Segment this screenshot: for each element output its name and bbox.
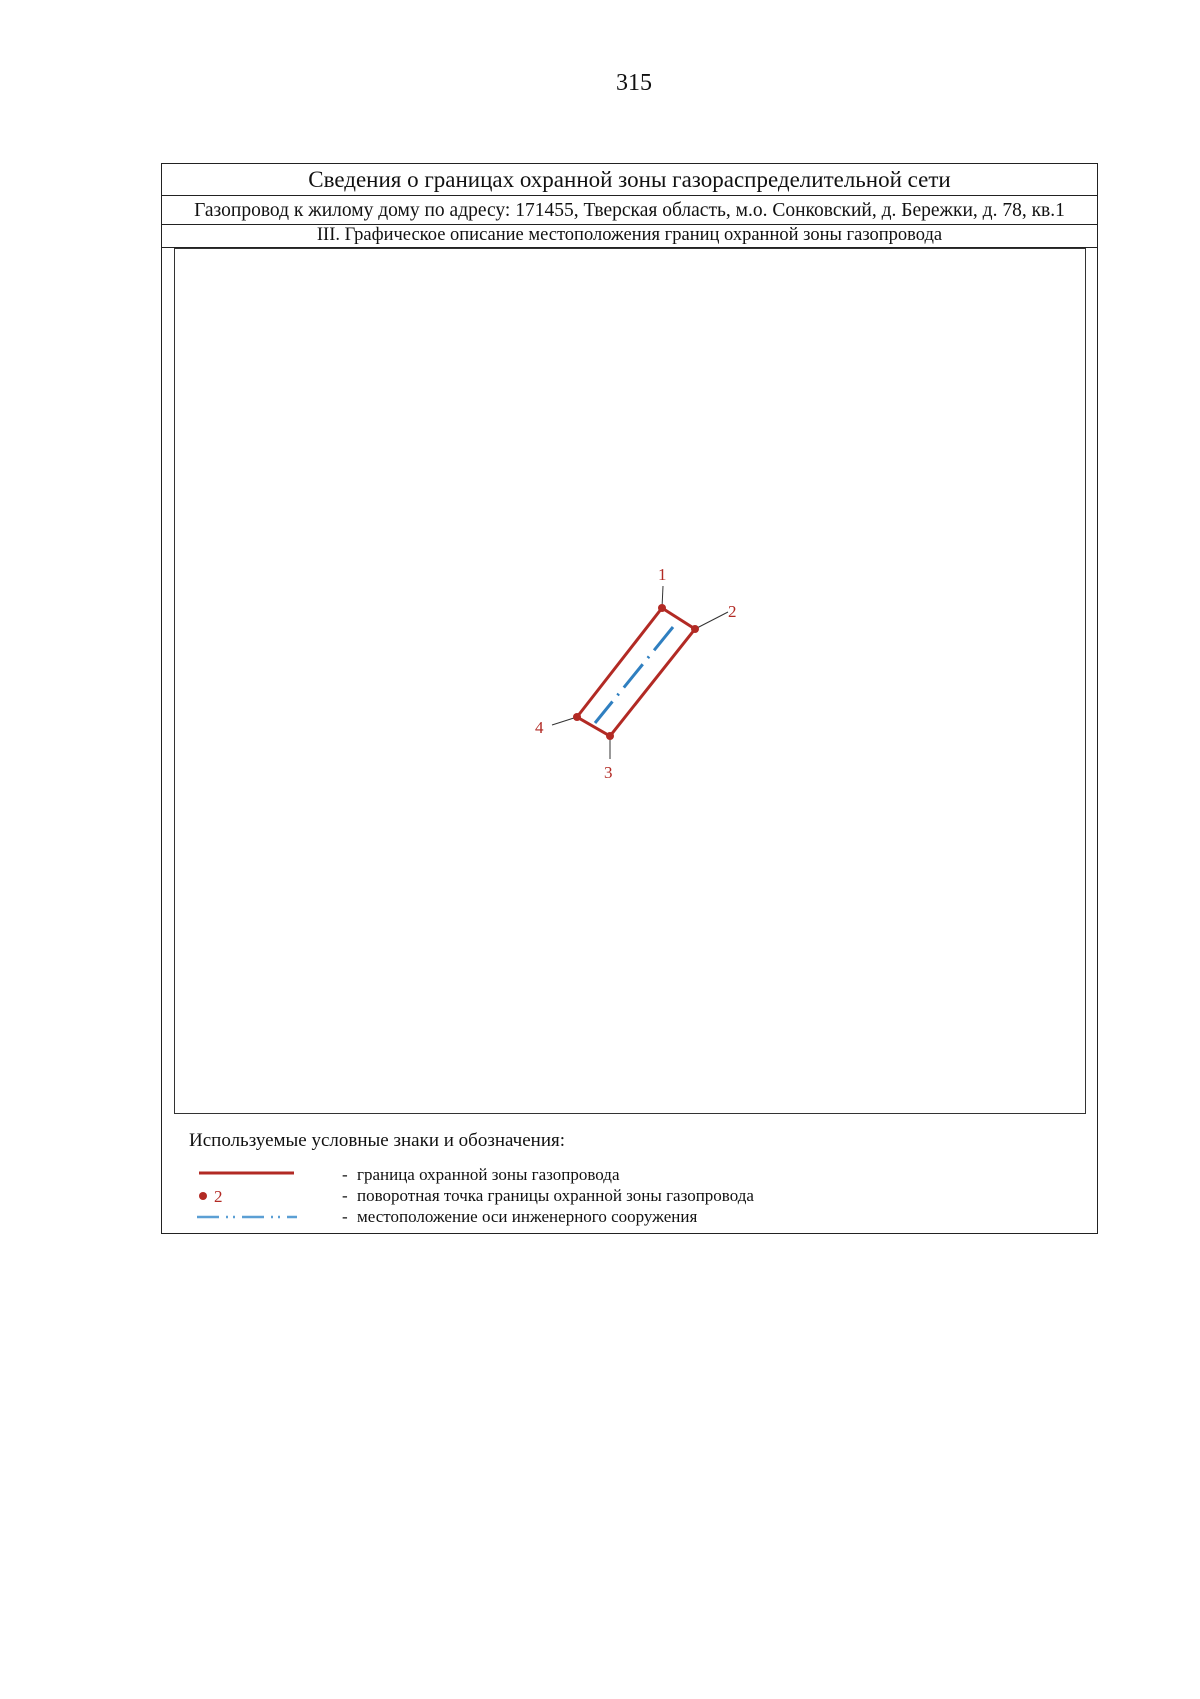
- legend-symbol-label: 2: [214, 1187, 223, 1206]
- legend-text-turning-point: поворотная точка границы охранной зоны газопровода: [357, 1186, 754, 1205]
- turning-point-3: [606, 732, 614, 740]
- sheet-title: Сведения о границах охранной зоны газораспределительной сети: [162, 164, 1097, 196]
- turning-point-symbol: [197, 1186, 297, 1206]
- turning-point-2: [691, 625, 699, 633]
- legend-item-axis: [162, 1207, 1097, 1227]
- legend-item-boundary: [162, 1165, 1097, 1185]
- section-heading: III. Графическое описание местоположения границ охранной зоны газопровода: [162, 225, 1097, 248]
- map-drawing: [175, 249, 1087, 1115]
- legend-dash: -: [342, 1186, 348, 1205]
- point-label-4: 4: [535, 718, 544, 737]
- legend-title: Используемые условные знаки и обозначения:: [189, 1130, 566, 1151]
- legend-dash: -: [342, 1165, 348, 1184]
- legend-item-turning-point: [162, 1186, 1097, 1206]
- axis-line-symbol: [197, 1207, 297, 1227]
- legend-text-boundary: граница охранной зоны газопровода: [357, 1165, 620, 1184]
- turning-point-4: [573, 713, 581, 721]
- leader-line-2: [695, 612, 728, 629]
- point-label-2: 2: [728, 602, 737, 621]
- map-area: [174, 248, 1086, 1114]
- legend-text-axis: местоположение оси инженерного сооружения: [357, 1207, 698, 1226]
- turning-point-1: [658, 604, 666, 612]
- point-label-3: 3: [604, 763, 613, 782]
- point-label-1: 1: [658, 565, 667, 584]
- page-number: 315: [616, 70, 652, 96]
- object-address: Газопровод к жилому дому по адресу: 171455, Тверская область, м.о. Сонковский, д. Бережки, д. 78, кв.1: [162, 196, 1097, 225]
- protection-zone-sheet: [161, 163, 1098, 1234]
- pipeline-axis: [595, 627, 673, 723]
- boundary-line-symbol: [197, 1165, 297, 1185]
- legend-dash: -: [342, 1207, 348, 1226]
